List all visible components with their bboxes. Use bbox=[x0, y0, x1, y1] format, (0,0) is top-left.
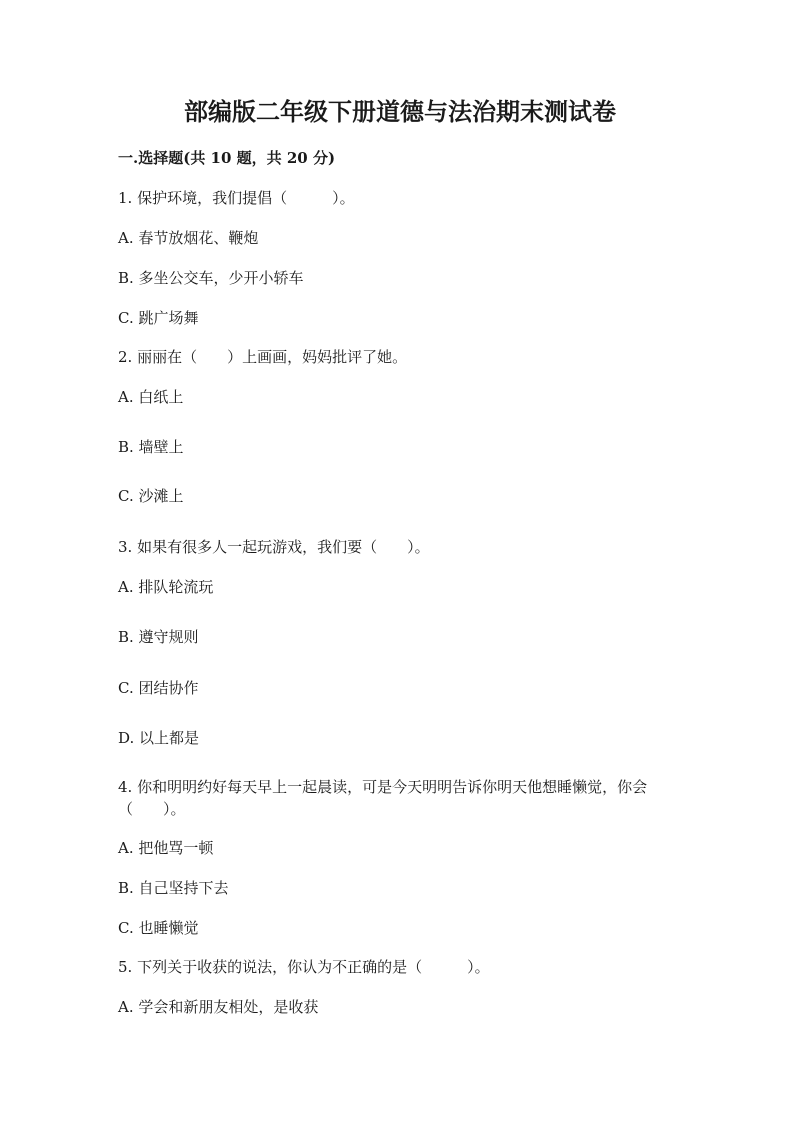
exam-title: 部编版二年级下册道德与法治期末测试卷 bbox=[184, 97, 616, 126]
question-4-stem: 4. 你和明明约好每天早上一起晨读，可是今天明明告诉你明天他想睡懒觉，你会（ ）。 bbox=[118, 778, 648, 818]
question-4-option-c: C. 也睡懒觉 bbox=[118, 919, 199, 937]
question-1-option-b: B. 多坐公交车，少开小轿车 bbox=[118, 269, 304, 287]
question-5-option-a: A. 学会和新朋友相处，是收获 bbox=[118, 998, 319, 1016]
question-2-option-b: B. 墙壁上 bbox=[118, 438, 184, 456]
question-3-stem: 3. 如果有很多人一起玩游戏，我们要（ ）。 bbox=[118, 538, 430, 556]
question-2-option-a: A. 白纸上 bbox=[118, 388, 184, 406]
question-3-option-a: A. 排队轮流玩 bbox=[118, 578, 214, 596]
question-1-option-a: A. 春节放烟花、鞭炮 bbox=[118, 229, 259, 247]
question-3-option-d: D. 以上都是 bbox=[118, 729, 200, 747]
question-4-option-b: B. 自己坚持下去 bbox=[118, 879, 229, 897]
question-1-stem: 1. 保护环境，我们提倡（ ）。 bbox=[118, 189, 355, 207]
question-2-stem: 2. 丽丽在（ ）上画画，妈妈批评了她。 bbox=[118, 348, 408, 366]
question-3-option-b: B. 遵守规则 bbox=[118, 628, 199, 646]
question-4-option-a: A. 把他骂一顿 bbox=[118, 839, 214, 857]
question-1-option-c: C. 跳广场舞 bbox=[118, 309, 199, 327]
question-5-stem: 5. 下列关于收获的说法，你认为不正确的是（ ）。 bbox=[118, 958, 490, 976]
question-2-option-c: C. 沙滩上 bbox=[118, 487, 184, 505]
section-heading: 一.选择题(共 10 题，共 20 分) bbox=[118, 149, 336, 167]
question-3-option-c: C. 团结协作 bbox=[118, 679, 199, 697]
